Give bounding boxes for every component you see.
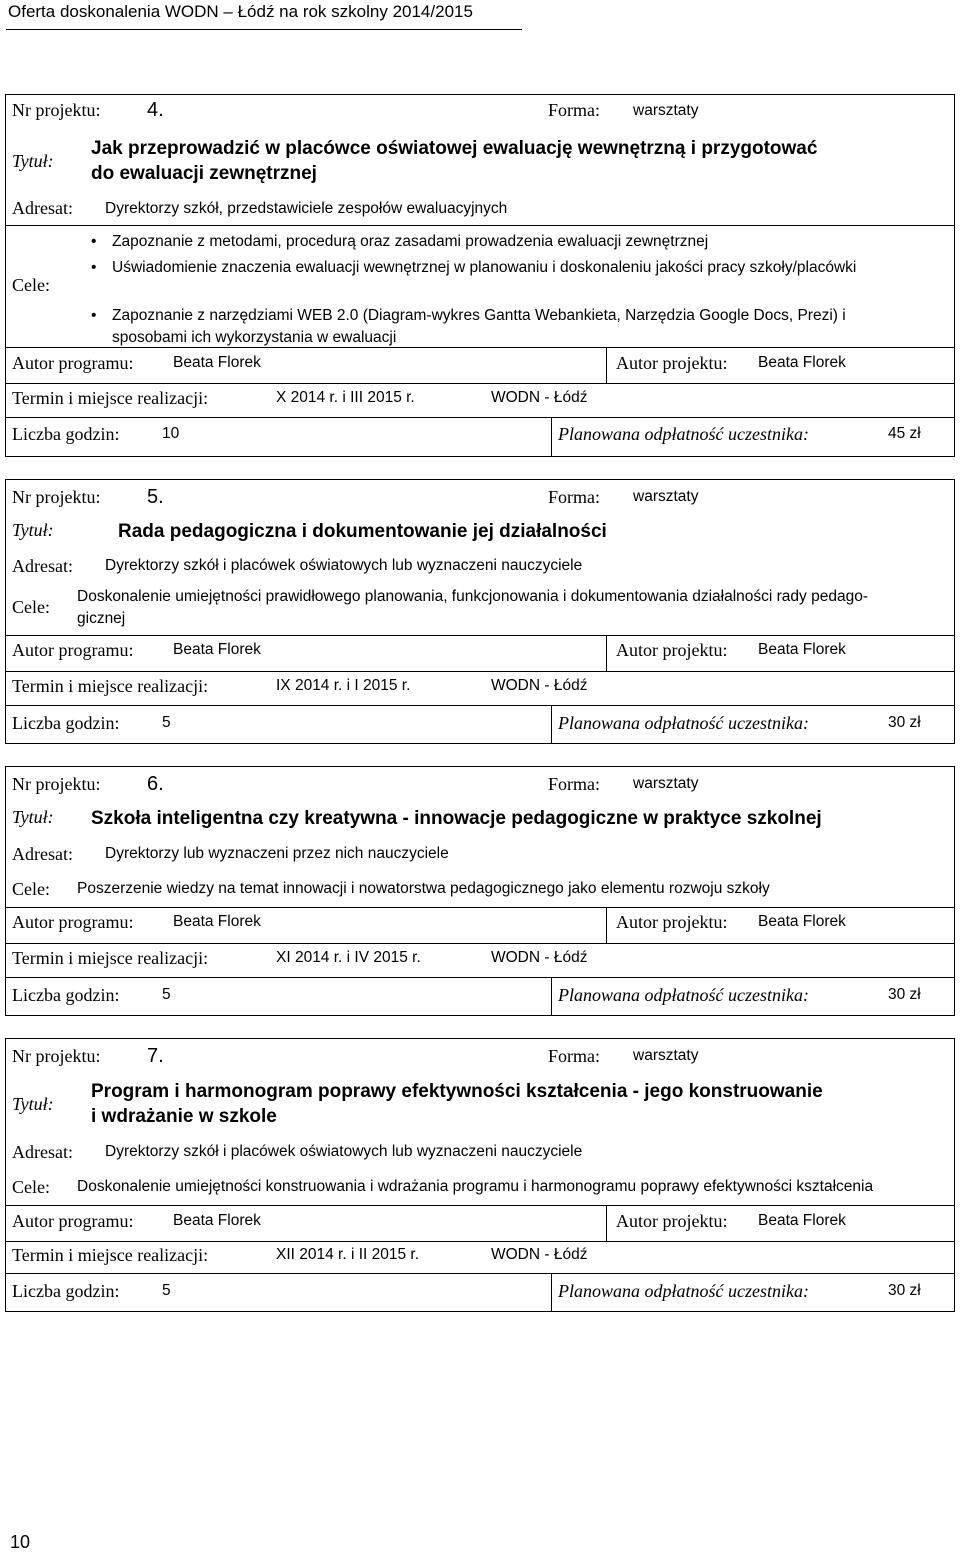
goal-text: Zapoznanie z narzędziami WEB 2.0 (Diagram-wykres Gantta Webankieta, Narzędzia Google Docs, Prezi) i sposobami ich wykorzystania w ewaluacji <box>112 307 846 346</box>
cele-line1: Poszerzenie wiedzy na temat innowacji i nowatorstwa pedagogicznego jako elementu rozwoju szkoły <box>77 880 770 897</box>
autor-projektu-value: Beata Florek <box>758 354 846 371</box>
autor-programu-label: Autor programu: <box>12 1211 134 1231</box>
separator <box>6 225 954 226</box>
project-title-line1: Szkoła inteligentna czy kreatywna - innowacje pedagogiczne w praktyce szkolnej <box>91 808 822 829</box>
adresat-label: Adresat: <box>12 1142 73 1162</box>
project-number: 6. <box>147 773 164 795</box>
adresat-value: Dyrektorzy szkół, przedstawiciele zespołów ewaluacyjnych <box>105 200 508 217</box>
divider <box>551 705 552 744</box>
separator <box>6 635 954 636</box>
project-number: 7. <box>147 1045 164 1067</box>
liczba-label: Liczba godzin: <box>12 713 120 733</box>
divider <box>551 1273 552 1312</box>
liczba-label: Liczba godzin: <box>12 424 120 444</box>
oplata-label: Planowana odpłatność uczestnika: <box>558 985 809 1005</box>
godziny-value: 10 <box>162 425 180 442</box>
oplata-label: Planowana odpłatność uczestnika: <box>558 713 809 733</box>
page-header-title: Oferta doskonalenia WODN – Łódź na rok szkolny 2014/2015 <box>8 2 473 21</box>
page-number: 10 <box>10 1532 31 1552</box>
oplata-label: Planowana odpłatność uczestnika: <box>558 1281 809 1301</box>
oplata-value: 30 zł <box>888 986 921 1003</box>
adresat-label: Adresat: <box>12 844 73 864</box>
separator <box>6 1273 954 1274</box>
oplata-value: 30 zł <box>888 1282 921 1299</box>
forma-label: Forma: <box>548 100 600 120</box>
divider <box>606 1205 607 1241</box>
miejsce-value: WODN - Łódź <box>491 389 588 406</box>
separator <box>6 977 954 978</box>
autor-programu-label: Autor programu: <box>12 640 134 660</box>
liczba-label: Liczba godzin: <box>12 985 120 1005</box>
project-title-line2: do ewaluacji zewnętrznej <box>91 163 317 184</box>
project-number: 4. <box>147 99 164 121</box>
cele-label: Cele: <box>12 879 50 899</box>
termin-label: Termin i miejsce realizacji: <box>12 1245 209 1265</box>
cele-line1: Doskonalenie umiejętności prawidłowego planowania, funkcjonowania i dokumentowania działalności rady pedago- <box>77 588 868 605</box>
project-title-line2: i wdrażanie w szkole <box>91 1106 277 1127</box>
oplata-value: 30 zł <box>888 714 921 731</box>
project-card-7 <box>5 1038 955 1312</box>
nr-label: Nr projektu: <box>12 774 101 794</box>
termin-value: XI 2014 r. i IV 2015 r. <box>276 949 421 966</box>
separator <box>6 907 954 908</box>
cele-label: Cele: <box>12 275 50 295</box>
miejsce-value: WODN - Łódź <box>491 1246 588 1263</box>
nr-label: Nr projektu: <box>12 1046 101 1066</box>
godziny-value: 5 <box>162 1282 171 1299</box>
forma-value: warsztaty <box>633 1047 699 1064</box>
termin-value: XII 2014 r. i II 2015 r. <box>276 1246 420 1263</box>
goal-item: • <box>91 259 97 276</box>
adresat-value: Dyrektorzy szkół i placówek oświatowych lub wyznaczeni nauczyciele <box>105 1143 583 1160</box>
autor-programu-value: Beata Florek <box>173 913 261 930</box>
autor-projektu-label: Autor projektu: <box>616 912 728 932</box>
separator <box>6 1241 954 1242</box>
forma-label: Forma: <box>548 774 600 794</box>
autor-programu-value: Beata Florek <box>173 354 261 371</box>
project-card-5 <box>5 479 955 744</box>
autor-programu-value: Beata Florek <box>173 1212 261 1229</box>
goal-text: Zapoznanie z metodami, procedurą oraz zasadami prowadzenia ewaluacji zewnętrznej <box>112 233 709 250</box>
header-rule <box>6 29 522 30</box>
autor-programu-label: Autor programu: <box>12 353 134 373</box>
autor-projektu-label: Autor projektu: <box>616 640 728 660</box>
separator <box>6 383 954 384</box>
autor-projektu-value: Beata Florek <box>758 1212 846 1229</box>
divider <box>606 347 607 383</box>
project-title-line1: Jak przeprowadzić w placówce oświatowej ewaluację wewnętrzną i przygotować <box>91 138 818 159</box>
cele-label: Cele: <box>12 597 50 617</box>
forma-label: Forma: <box>548 1046 600 1066</box>
divider <box>551 977 552 1016</box>
project-title-line1: Program i harmonogram poprawy efektywności kształcenia - jego konstruowanie <box>91 1081 823 1102</box>
godziny-value: 5 <box>162 714 171 731</box>
forma-label: Forma: <box>548 487 600 507</box>
tytul-label: Tytuł: <box>12 151 54 171</box>
project-number: 5. <box>147 486 164 508</box>
separator <box>6 705 954 706</box>
project-card-6 <box>5 766 955 1016</box>
autor-projektu-label: Autor projektu: <box>616 353 728 373</box>
adresat-value: Dyrektorzy lub wyznaczeni przez nich nauczyciele <box>105 845 449 862</box>
miejsce-value: WODN - Łódź <box>491 677 588 694</box>
project-title-line1: Rada pedagogiczna i dokumentowanie jej działalności <box>118 521 607 542</box>
separator <box>6 671 954 672</box>
autor-programu-value: Beata Florek <box>173 641 261 658</box>
goal-item: • <box>91 307 97 324</box>
oplata-value: 45 zł <box>888 425 921 442</box>
termin-value: X 2014 r. i III 2015 r. <box>276 389 415 406</box>
divider <box>606 907 607 943</box>
adresat-label: Adresat: <box>12 556 73 576</box>
termin-label: Termin i miejsce realizacji: <box>12 948 209 968</box>
cele-label: Cele: <box>12 1177 50 1197</box>
nr-label: Nr projektu: <box>12 487 101 507</box>
forma-value: warsztaty <box>633 775 699 792</box>
forma-value: warsztaty <box>633 102 699 119</box>
termin-label: Termin i miejsce realizacji: <box>12 388 209 408</box>
miejsce-value: WODN - Łódź <box>491 949 588 966</box>
separator <box>6 417 954 418</box>
separator <box>6 943 954 944</box>
tytul-label: Tytuł: <box>12 807 54 827</box>
tytul-label: Tytuł: <box>12 1094 54 1114</box>
nr-label: Nr projektu: <box>12 100 101 120</box>
separator <box>6 1205 954 1206</box>
separator <box>6 347 954 348</box>
goal-item: • <box>91 233 97 250</box>
oplata-label: Planowana odpłatność uczestnika: <box>558 424 809 444</box>
autor-projektu-label: Autor projektu: <box>616 1211 728 1231</box>
autor-projektu-value: Beata Florek <box>758 913 846 930</box>
tytul-label: Tytuł: <box>12 520 54 540</box>
autor-projektu-value: Beata Florek <box>758 641 846 658</box>
forma-value: warsztaty <box>633 488 699 505</box>
adresat-label: Adresat: <box>12 198 73 218</box>
godziny-value: 5 <box>162 986 171 1003</box>
project-card-4 <box>5 94 955 457</box>
termin-label: Termin i miejsce realizacji: <box>12 676 209 696</box>
autor-programu-label: Autor programu: <box>12 912 134 932</box>
cele-line2: gicznej <box>77 610 126 627</box>
goal-text: Uświadomienie znaczenia ewaluacji wewnętrznej w planowaniu i doskonaleniu jakości pracy szkoły/placówki <box>112 259 857 276</box>
cele-line1: Doskonalenie umiejętności konstruowania i wdrażania programu i harmonogramu poprawy efektywności kształcenia <box>77 1178 874 1195</box>
termin-value: IX 2014 r. i I 2015 r. <box>276 677 411 694</box>
divider <box>606 635 607 671</box>
divider <box>551 417 552 457</box>
adresat-value: Dyrektorzy szkół i placówek oświatowych lub wyznaczeni nauczyciele <box>105 557 583 574</box>
liczba-label: Liczba godzin: <box>12 1281 120 1301</box>
